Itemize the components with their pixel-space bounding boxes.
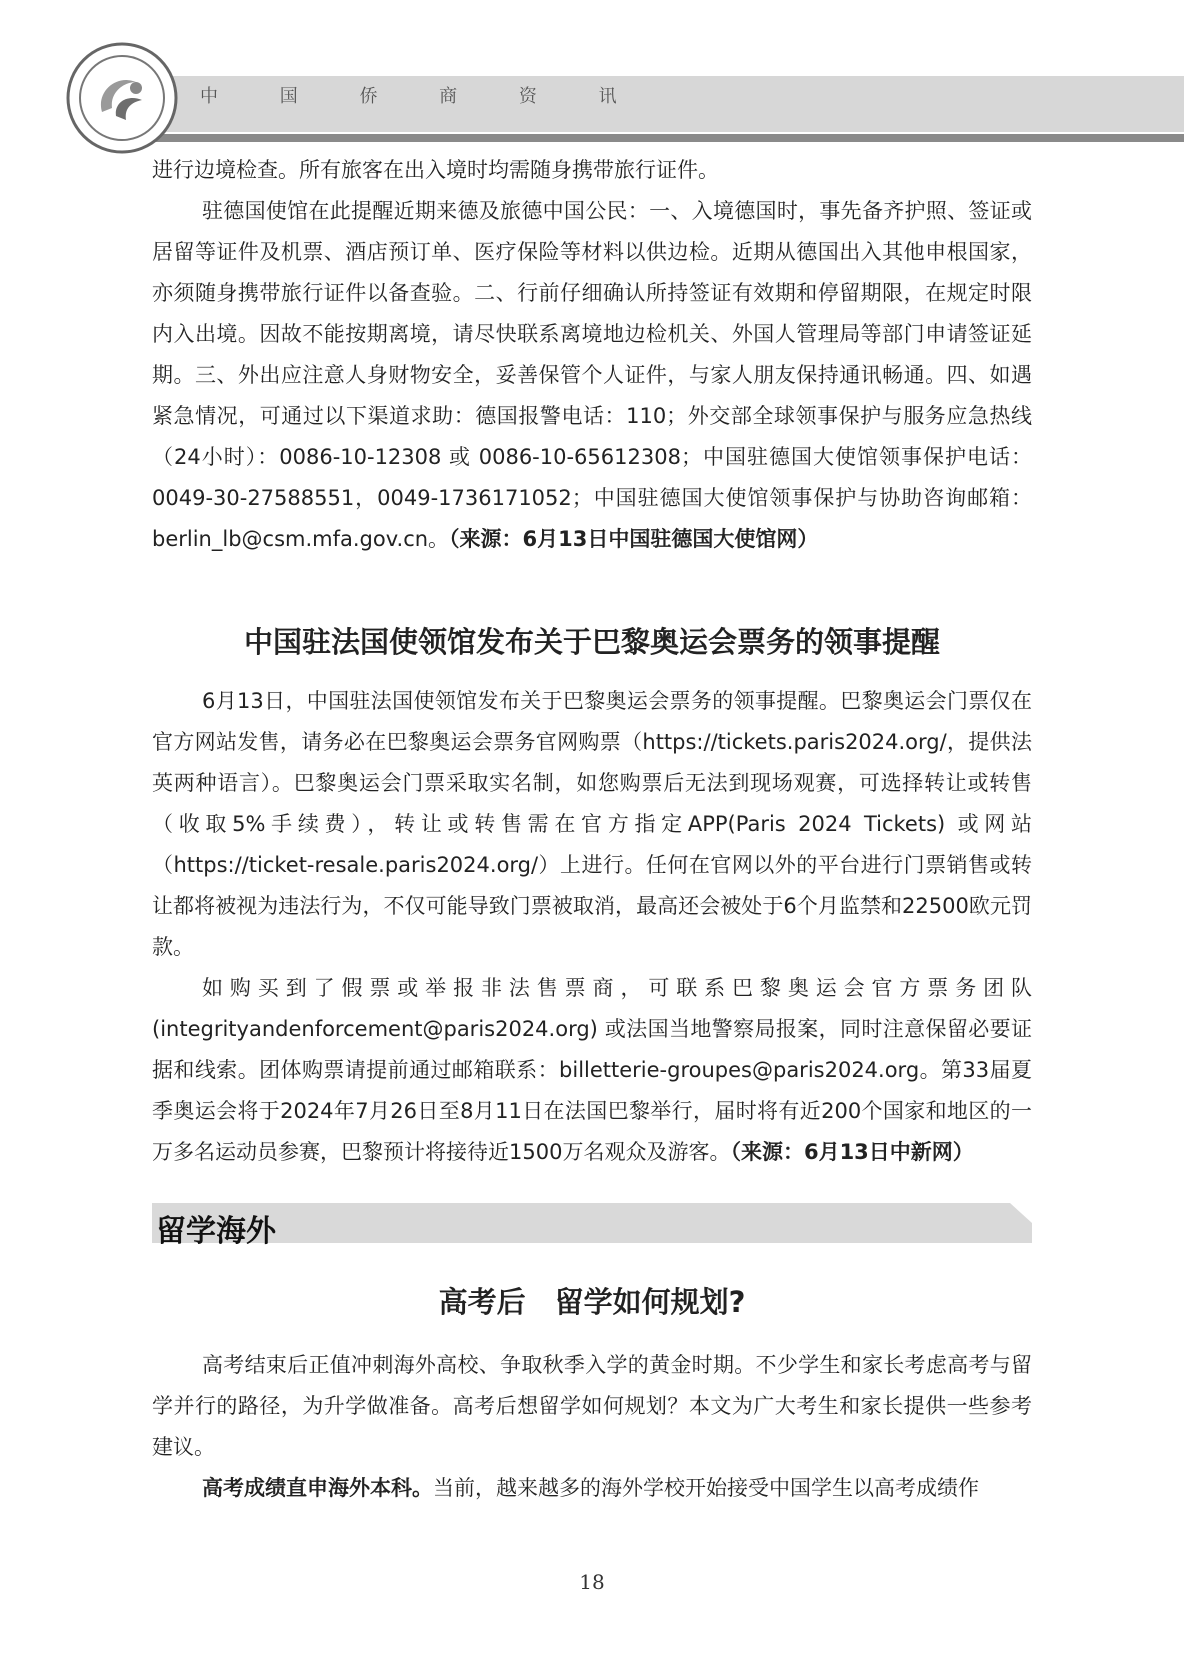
germany-paragraph-1: 进行边境检查。所有旅客在出入境时均需随身携带旅行证件。 xyxy=(152,158,719,182)
study-content xyxy=(152,1280,1032,1509)
section-label: 留学海外 xyxy=(156,1214,276,1249)
germany-source: （来源：6月13日中国驻德国大使馆网） xyxy=(449,527,819,551)
paris-paragraph-1: 6月13日，中国驻法国使领馆发布关于巴黎奥运会票务的领事提醒。巴黎奥运会门票仅在官方网站发售，请务必在巴黎奥运会票务官网购票（https://tickets.paris2024.org/，提供法英两种语言）。巴黎奥运会门票采取实名制，如您购票后无法到现场观赛，可选择转让或转售（收取5%手续费），转让或转售需在官方指定APP(Paris 2024 Tickets) 或网站（https://ticket-resale.paris2024.org/）上进行。任何在官网以外的平台进行门票销售或转让都将被视为违法行为，不仅可能导致门票被取消，最高还会被处于6个月监禁和22500欧元罚款。 xyxy=(152,689,1032,959)
header-rule xyxy=(120,134,1184,142)
study-paragraph-2 xyxy=(152,1468,1032,1509)
main-content xyxy=(152,150,1032,1173)
paris-paragraph-2 xyxy=(152,968,1032,1173)
page-header xyxy=(0,0,1184,170)
study-paragraph-2-lead: 高考成绩直申海外本科。 xyxy=(202,1476,433,1500)
germany-paragraph-2-text: 驻德国使馆在此提醒近期来德及旅德中国公民：一、入境德国时，事先备齐护照、签证或居留等证件及机票、酒店预订单、医疗保险等材料以供边检。近期从德国出入其他申根国家，亦须随身携带旅行证件以备查验。二、行前仔细确认所持签证有效期和停留期限，在规定时限内入出境。因故不能按期离境，请尽快联系离境地边检机关、外国人管理局等部门申请签证延期。三、外出应注意人身财物安全，妥善保管个人证件，与家人朋友保持通讯畅通。四、如遇紧急情况，可通过以下渠道求助：德国报警电话：110；外交部全球领事保护与服务应急热线（24小时）：0086-10-12308 或 0086-10-65612308；中国驻德国大使馆领事保护电话：0049-30-27588551，0049-1736171052；中国驻德国大使馆领事保护与协助咨询邮箱：berlin_lb@csm.mfa.gov.cn。 xyxy=(152,199,1032,551)
paris-source: （来源：6月13日中新网） xyxy=(730,1140,974,1164)
page-number: 18 xyxy=(579,1570,605,1594)
header-title: 中 国 侨 商 资 讯 xyxy=(200,86,645,107)
study-article-title: 高考后 留学如何规划? xyxy=(438,1285,746,1319)
paris-paragraph-2-text: 如购买到了假票或举报非法售票商，可联系巴黎奥运会官方票务团队(integrityandenforcement@paris2024.org) 或法国当地警察局报案，同时注意保留必要证据和线索。团体购票请提前通过邮箱联系：billetterie-groupes@paris2024.org。第33届夏季奥运会将于2024年7月26日至8月11日在法国巴黎举行，届时将有近200个国家和地区的一万多名运动员参赛，巴黎预计将接待近1500万名观众及游客。 xyxy=(152,976,1032,1164)
section-header-band xyxy=(152,1203,1032,1249)
section-band-shape xyxy=(152,1203,1032,1243)
study-paragraph-2-text: 当前，越来越多的海外学校开始接受中国学生以高考成绩作 xyxy=(433,1476,979,1500)
paris-article-title: 中国驻法国使领馆发布关于巴黎奥运会票务的领事提醒 xyxy=(243,625,940,659)
germany-paragraph-2 xyxy=(152,191,1032,560)
study-paragraph-1: 高考结束后正值冲刺海外高校、争取秋季入学的黄金时期。不少学生和家长考虑高考与留学并行的路径，为升学做准备。高考后想留学如何规划？本文为广大考生和家长提供一些参考建议。 xyxy=(152,1353,1032,1459)
association-logo xyxy=(66,42,178,154)
